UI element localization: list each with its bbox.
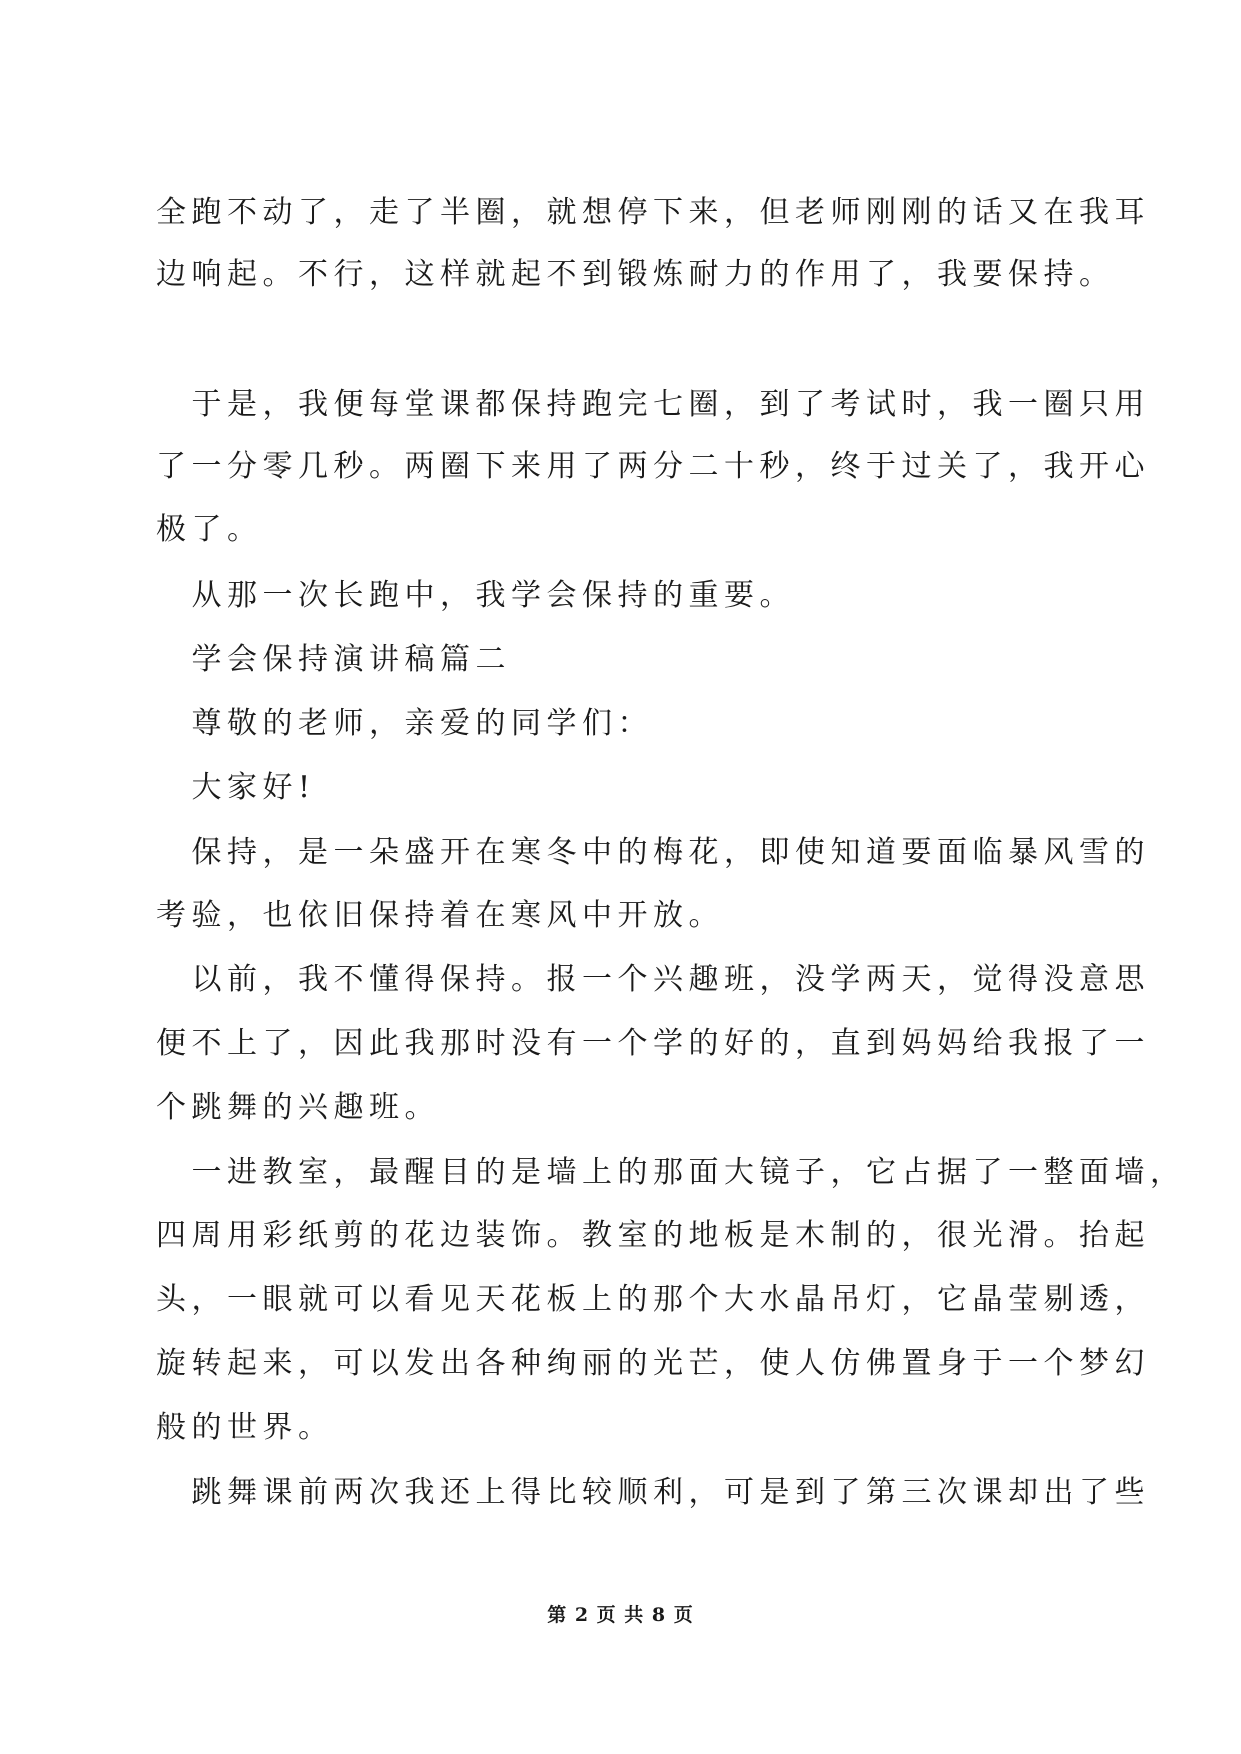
text-line: 边响起。不行，这样就起不到锻炼耐力的作用了，我要保持。 bbox=[156, 257, 1115, 292]
text-line: 大家好! bbox=[156, 770, 316, 805]
text-line: 了一分零几秒。两圈下来用了两分二十秒，终于过关了，我开心 bbox=[156, 449, 1150, 484]
section-heading: 学会保持演讲稿篇二 bbox=[156, 642, 511, 677]
text-line: 旋转起来，可以发出各种绚丽的光芒，使人仿佛置身于一个梦幻 bbox=[156, 1346, 1150, 1381]
text-line: 于是，我便每堂课都保持跑完七圈，到了考试时，我一圈只用 bbox=[156, 387, 1150, 422]
text-line: 以前，我不懂得保持。报一个兴趣班，没学两天，觉得没意思 bbox=[156, 962, 1150, 997]
text-line: 全跑不动了，走了半圈，就想停下来，但老师刚刚的话又在我耳 bbox=[156, 195, 1150, 230]
text-line: 般的世界。 bbox=[156, 1410, 334, 1445]
text-line: 极了。 bbox=[156, 512, 263, 547]
page-footer: 第 2 页 共 8 页 bbox=[547, 1604, 694, 1626]
text-line: 尊敬的老师，亲爱的同学们： bbox=[156, 706, 653, 741]
text-line: 个跳舞的兴趣班。 bbox=[156, 1090, 440, 1125]
text-line: 保持，是一朵盛开在寒冬中的梅花，即使知道要面临暴风雪的 bbox=[156, 835, 1150, 870]
text-line: 考验，也依旧保持着在寒风中开放。 bbox=[156, 898, 724, 933]
text-line: 跳舞课前两次我还上得比较顺利，可是到了第三次课却出了些 bbox=[156, 1475, 1150, 1510]
text-line: 从那一次长跑中，我学会保持的重要。 bbox=[156, 578, 795, 613]
text-line: 一进教室，最醒目的是墙上的那面大镜子，它占据了一整面墙， bbox=[156, 1155, 1186, 1190]
text-line: 便不上了，因此我那时没有一个学的好的，直到妈妈给我报了一 bbox=[156, 1026, 1150, 1061]
text-line: 四周用彩纸剪的花边装饰。教室的地板是木制的，很光滑。抬起 bbox=[156, 1218, 1150, 1253]
text-line: 头，一眼就可以看见天花板上的那个大水晶吊灯，它晶莹剔透， bbox=[156, 1282, 1150, 1317]
